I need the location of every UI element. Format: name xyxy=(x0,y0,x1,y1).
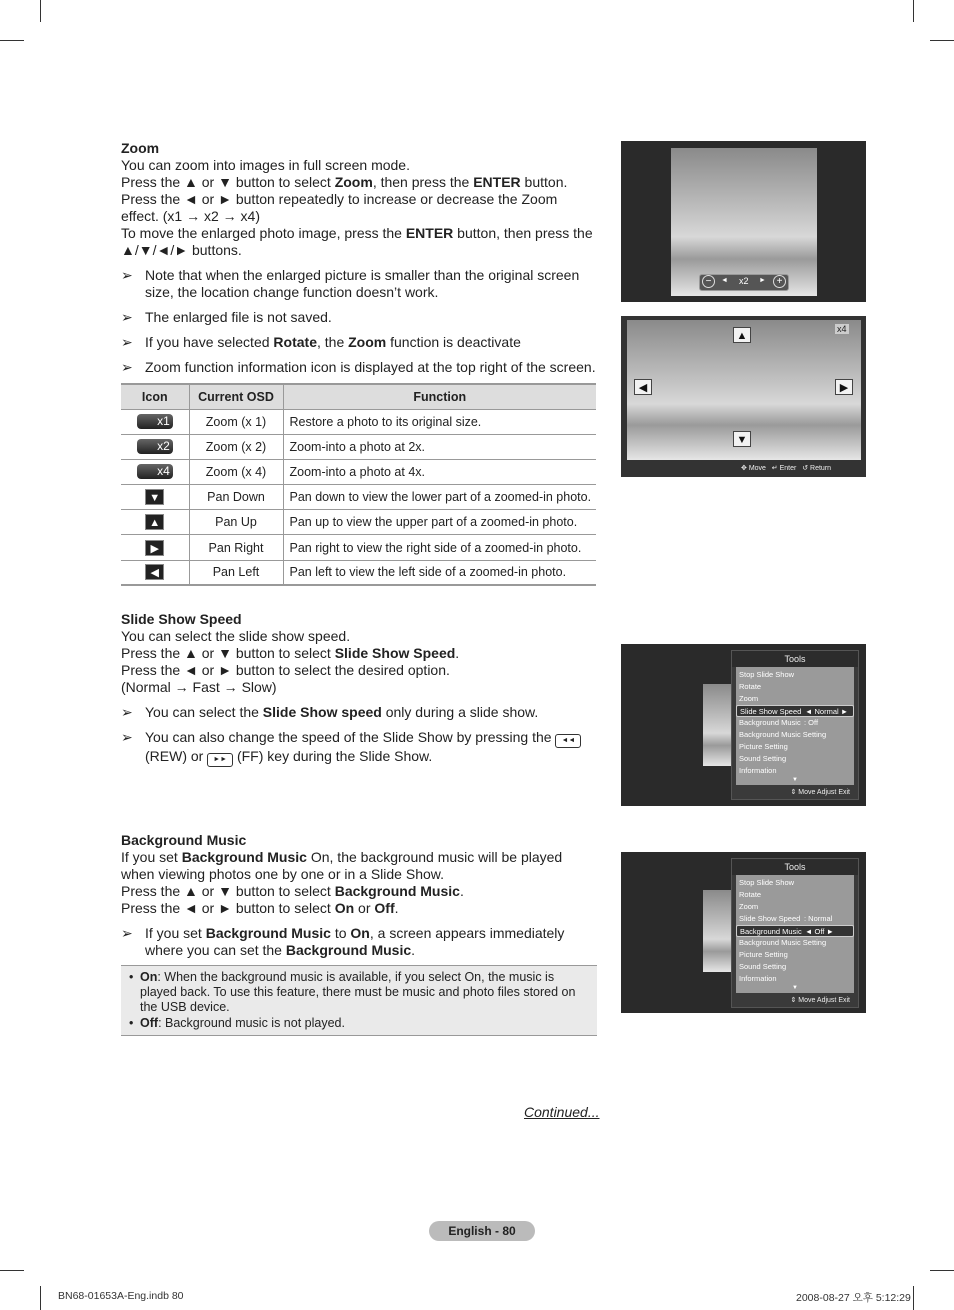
list-item: • On: When the background music is available, if you select On, the music is played back. To use this feature, there must be music and photo files stored on the USB device. xyxy=(129,970,576,1014)
scroll-down-icon: ▼ xyxy=(792,985,798,991)
menu-item-slide-show-speed[interactable]: Slide Show Speed : Normal xyxy=(739,914,833,923)
zoom-note: ➢ The enlarged file is not saved. xyxy=(121,309,332,325)
zoom-intro: You can zoom into images in full screen mode. xyxy=(121,157,410,173)
table-row xyxy=(121,459,596,484)
pan-up-icon: ▲ xyxy=(145,514,164,530)
speed-step2: Press the ◄ or ► button to select the desired option. xyxy=(121,662,450,678)
tools-list xyxy=(736,875,854,993)
note-arrow-icon: ➢ xyxy=(121,925,133,941)
zoom-section xyxy=(121,140,597,376)
zoom-in-icon: + xyxy=(773,275,786,288)
note-arrow-icon: ➢ xyxy=(121,729,133,745)
menu-item[interactable]: Background Music Setting xyxy=(739,730,827,739)
pan-right-icon[interactable]: ▶ xyxy=(835,379,853,395)
menu-item[interactable]: Information xyxy=(739,766,777,775)
zoom-step2: Press the ◄ or ► button repeatedly to increase or decrease the Zoom effect. (x1 → x2 → x4) xyxy=(121,191,558,224)
tools-footer: ⇕ Move Adjust Exit xyxy=(790,997,850,1004)
zoom-step1: Press the ▲ or ▼ button to select Zoom, then press the ENTER button. xyxy=(121,174,568,190)
move-label: Move xyxy=(748,465,766,472)
speed-section xyxy=(121,611,597,767)
pan-left-icon: ◀ xyxy=(145,564,164,580)
menu-item-slide-show-speed[interactable]: Slide Show Speed ◄ Normal ► xyxy=(736,705,854,717)
pan-down-icon: ▼ xyxy=(145,489,164,505)
crop-mark xyxy=(930,1270,954,1271)
music-section xyxy=(121,832,597,959)
zoom-level-label: x2 xyxy=(739,276,749,286)
zoom-note: ➢ If you have selected Rotate, the Zoom function is deactivate xyxy=(121,334,521,350)
table-header: Function xyxy=(283,384,596,409)
menu-item[interactable]: Picture Setting xyxy=(739,950,788,959)
note-arrow-icon: ➢ xyxy=(121,334,133,350)
note-arrow-icon: ➢ xyxy=(121,359,133,375)
pan-left-icon[interactable]: ◀ xyxy=(634,379,652,395)
menu-item[interactable]: Background Music Setting xyxy=(739,938,827,947)
speed-title: Slide Show Speed xyxy=(121,611,242,627)
function-cell: Zoom-into a photo at 4x. xyxy=(283,459,596,484)
menu-item[interactable]: Picture Setting xyxy=(739,742,788,751)
zoom-step3: To move the enlarged photo image, press the ENTER button, then press the ▲/▼/◄/► buttons. xyxy=(121,225,593,258)
tools-title: Tools xyxy=(732,651,858,667)
osd-cell: Zoom (x 4) xyxy=(189,459,283,484)
table-row xyxy=(121,434,596,459)
zoom-out-icon: − xyxy=(702,275,715,288)
crop-mark xyxy=(0,40,24,41)
scroll-down-icon: ▼ xyxy=(792,777,798,783)
crop-mark xyxy=(40,0,41,22)
music-title: Background Music xyxy=(121,832,247,848)
tools-list xyxy=(736,667,854,785)
crop-mark xyxy=(913,1286,914,1310)
zoom-function-table xyxy=(121,383,596,586)
menu-item[interactable]: Zoom xyxy=(739,902,759,911)
menu-item[interactable]: Stop Slide Show xyxy=(739,670,795,679)
osd-cell: Pan Down xyxy=(189,485,283,510)
zoom-x2-icon: x2 xyxy=(137,439,173,454)
tools-footer: ⇕ Move Adjust Exit xyxy=(790,789,850,796)
table-row xyxy=(121,535,596,560)
help-bar xyxy=(621,461,866,477)
function-cell: Pan down to view the lower part of a zoomed-in photo. xyxy=(283,485,596,510)
menu-item[interactable]: Rotate xyxy=(739,890,762,899)
music-step2: Press the ◄ or ► button to select On or Off. xyxy=(121,900,399,916)
zoom-note: ➢ Note that when the enlarged picture is smaller than the original screen size, the location change function doesn’t work. xyxy=(121,267,580,300)
enter-label: Enter xyxy=(779,465,797,472)
return-icon: ↺ xyxy=(802,465,809,472)
ff-key-icon: ►► xyxy=(207,753,233,767)
zoom-x4-badge: x4 xyxy=(837,324,847,334)
menu-item-background-music[interactable]: Background Music ◄ Off ► xyxy=(736,925,854,937)
table-row xyxy=(121,510,596,535)
rew-key-icon: ◄◄ xyxy=(555,734,581,748)
tools-title: Tools xyxy=(732,859,858,875)
pan-up-icon[interactable]: ▲ xyxy=(733,327,751,343)
function-cell: Restore a photo to its original size. xyxy=(283,409,596,434)
music-note: ➢ If you set Background Music to On, a screen appears immediately where you can set the Background Music. xyxy=(121,925,565,958)
menu-item[interactable]: Information xyxy=(739,974,777,983)
speed-intro: You can select the slide show speed. xyxy=(121,628,351,644)
zoom-x1-icon: x1 xyxy=(137,414,173,429)
zoom-title: Zoom xyxy=(121,140,160,156)
move-icon: ✥ xyxy=(741,465,747,472)
crop-mark xyxy=(40,1286,41,1310)
music-step1: Press the ▲ or ▼ button to select Background Music. xyxy=(121,883,464,899)
return-label: Return xyxy=(810,465,832,472)
right-icon: ► xyxy=(759,277,766,284)
menu-item[interactable]: Zoom xyxy=(739,694,759,703)
menu-item[interactable]: Sound Setting xyxy=(739,754,787,763)
footer-date: 2008-08-27 오후 5:12:29 xyxy=(796,1292,911,1304)
table-header: Current OSD xyxy=(189,384,283,409)
osd-cell: Pan Right xyxy=(189,535,283,560)
crop-mark xyxy=(0,1270,24,1271)
page-number-badge: English - 80 xyxy=(429,1221,535,1241)
crop-mark xyxy=(913,0,914,22)
enter-icon: ↵ xyxy=(771,465,778,472)
music-options-box xyxy=(121,965,597,1036)
table-row xyxy=(121,409,596,434)
menu-item-background-music[interactable]: Background Music : Off xyxy=(739,718,819,727)
tools-menu xyxy=(731,650,859,800)
left-icon: ◄ xyxy=(721,277,728,284)
osd-cell: Zoom (x 1) xyxy=(189,409,283,434)
menu-item[interactable]: Sound Setting xyxy=(739,962,787,971)
zoom-note: ➢ Zoom function information icon is displayed at the top right of the screen. xyxy=(121,359,596,375)
table-row xyxy=(121,485,596,510)
note-arrow-icon: ➢ xyxy=(121,309,133,325)
note-arrow-icon: ➢ xyxy=(121,704,133,720)
zoom-x4-icon: x4 xyxy=(137,464,173,479)
photo xyxy=(703,684,733,766)
zoom-screenshot xyxy=(621,141,866,302)
speed-step1: Press the ▲ or ▼ button to select Slide Show Speed. xyxy=(121,645,460,661)
list-item: • Off: Background music is not played. xyxy=(129,1016,345,1030)
pan-right-icon: ▶ xyxy=(145,540,164,556)
pan-down-icon[interactable]: ▼ xyxy=(733,431,751,447)
tools-menu xyxy=(731,858,859,1008)
tools-music-screenshot xyxy=(621,852,866,1013)
crop-mark xyxy=(930,40,954,41)
speed-note: ➢ You can select the Slide Show speed only during a slide show. xyxy=(121,704,539,720)
table-header: Icon xyxy=(121,384,189,409)
photo xyxy=(703,890,733,972)
speed-step3: (Normal → Fast → Slow) xyxy=(121,679,277,695)
pan-screenshot xyxy=(621,316,866,477)
osd-cell: Pan Up xyxy=(189,510,283,535)
music-p1: If you set Background Music On, the background music will be played when viewing photos one by one or in a Slide Show. xyxy=(121,849,563,882)
function-cell: Zoom-into a photo at 2x. xyxy=(283,434,596,459)
note-arrow-icon: ➢ xyxy=(121,267,133,283)
function-cell: Pan left to view the left side of a zoomed-in photo. xyxy=(283,560,596,585)
speed-note: ➢ You can also change the speed of the Slide Show by pressing the ◄◄ (REW) or ►► (FF) key during the Slide Show. xyxy=(121,729,597,767)
table-row xyxy=(121,560,596,585)
tools-speed-screenshot xyxy=(621,644,866,806)
menu-item[interactable]: Stop Slide Show xyxy=(739,878,795,887)
osd-cell: Pan Left xyxy=(189,560,283,585)
continued-label: Continued... xyxy=(524,1104,600,1120)
function-cell: Pan right to view the right side of a zoomed-in photo. xyxy=(283,535,596,560)
osd-cell: Zoom (x 2) xyxy=(189,434,283,459)
footer-file: BN68-01653A-Eng.indb 80 xyxy=(58,1290,184,1302)
menu-item[interactable]: Rotate xyxy=(739,682,762,691)
function-cell: Pan up to view the upper part of a zoomed-in photo. xyxy=(283,510,596,535)
